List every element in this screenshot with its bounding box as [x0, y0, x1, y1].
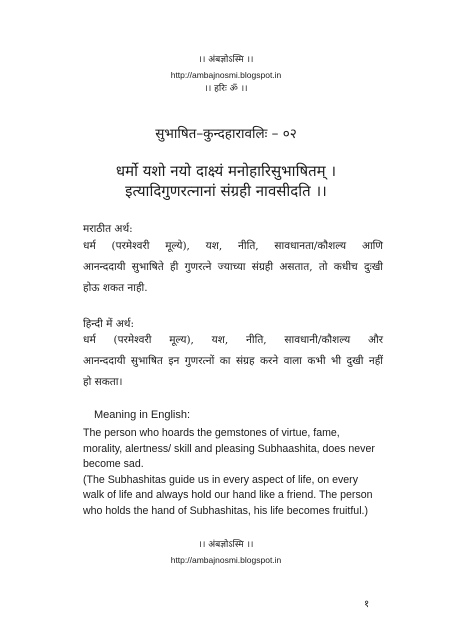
hindi-line: आनन्ददायी सुभाषित इन गुणरत्नों का संग्रह करने वाला कभी भी दुखी नहीं — [83, 355, 383, 367]
header-hari-om: ।। हरिः ॐ ।। — [204, 84, 248, 94]
english-line: who holds the hand of Subhashitas, his life becomes fruitful.) — [83, 504, 369, 517]
hindi-line: धर्म (परमेश्वरी मूल्य), यश, नीति, सावधानी/कौशल्य और — [83, 334, 383, 346]
english-line: (The Subhashitas guide us in every aspect of life, on every — [83, 473, 359, 486]
header-url[interactable]: http://ambajnosmi.blogspot.in — [170, 70, 282, 80]
shloka-line-1: धर्मो यशो नयो दाक्ष्यं मनोहारिसुभाषितम् । — [115, 162, 337, 180]
marathi-paragraph — [83, 236, 383, 299]
header-salutation: ।। अंबज्ञोऽस्मि ।। — [198, 55, 254, 65]
hindi-paragraph — [83, 330, 383, 393]
english-label: Meaning in English: — [94, 409, 191, 421]
page-title: सुभाषित–कुन्दहारावलिः – ०२ — [155, 126, 297, 142]
english-line: morality, alertness/ skill and pleasing Subhaashita, does never — [83, 442, 375, 455]
hindi-label: हिन्दी में अर्थ: — [83, 318, 135, 330]
page-number: १ — [364, 599, 370, 610]
marathi-line: होऊ शकत नाही. — [83, 282, 148, 294]
shloka-line-2: इत्यादिगुणरत्नानां संग्रही नावसीदति ।। — [125, 182, 327, 200]
footer-salutation: ।। अंबज्ञोऽस्मि ।। — [198, 540, 254, 550]
marathi-label: मराठीत अर्थ: — [83, 223, 133, 235]
marathi-line: धर्म (परमेश्वरी मूल्ये), यश, नीति, सावधानता/कौशल्य आणि — [83, 240, 383, 252]
footer-url[interactable]: http://ambajnosmi.blogspot.in — [170, 555, 282, 565]
english-line: become sad. — [83, 458, 144, 470]
english-paragraph — [83, 426, 384, 519]
english-line: walk of life and always hold our hand like a friend. The person — [83, 489, 373, 501]
marathi-line: आनन्ददायी सुभाषिते ही गुणरत्ने ज्याच्या संग्रही असतात, तो कधीच दुःखी — [83, 261, 383, 273]
english-line: The person who hoards the gemstones of virtue, fame, — [83, 427, 340, 439]
hindi-line: हो सकता। — [83, 376, 123, 388]
